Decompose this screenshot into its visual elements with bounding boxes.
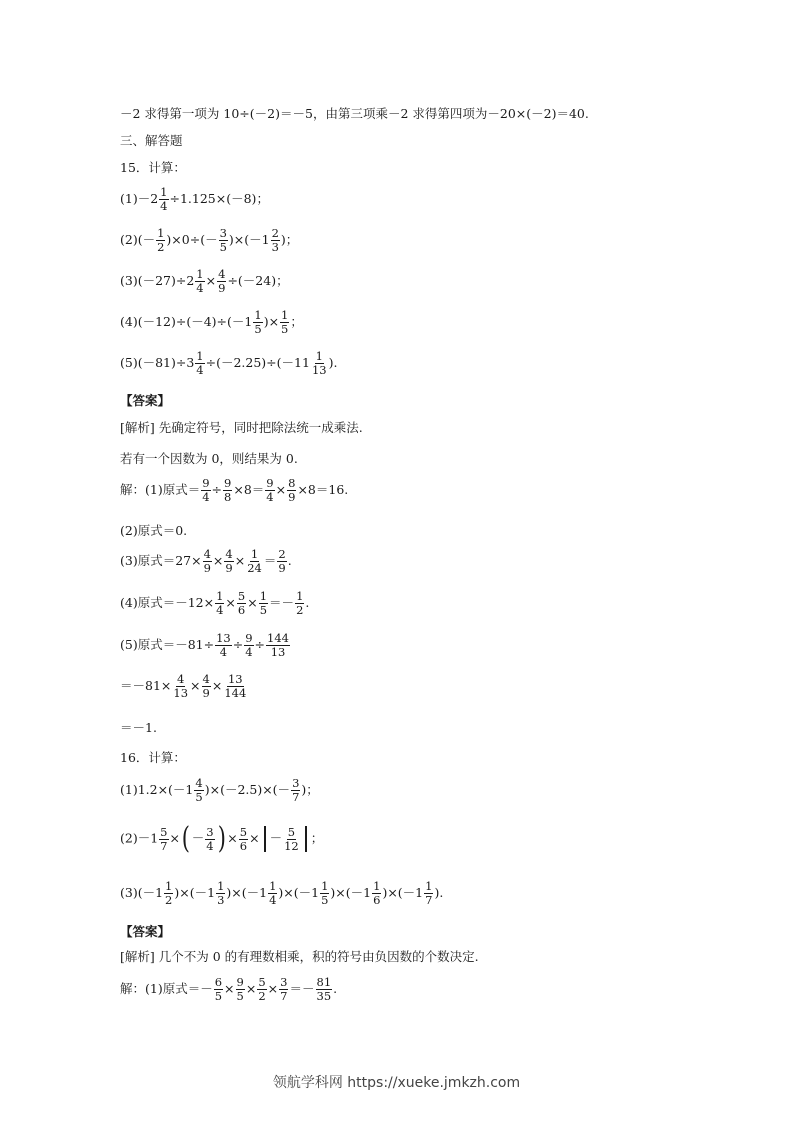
question-16: 16．计算： bbox=[120, 750, 186, 765]
a15-5: (5)原式＝－81÷ $\frac{13}{4}$ ÷ $\frac{9}{4}$ ÷ $\frac{144}{13}$ bbox=[120, 631, 289, 659]
a15-3: (3)原式＝27× $\frac{4}{9}$ × $\frac{4}{9}$ × $\frac{1}{24}$ ＝ $\frac{2}{9}$ . bbox=[120, 547, 292, 575]
a15-1: 解：(1)原式＝ $\frac{9}{4}$ ÷ $\frac{9}{8}$ ×8＝ $\frac{9}{4}$ × $\frac{8}{9}$ ×8＝16. bbox=[120, 476, 349, 504]
q15-4: (4)(－12)÷(－4)÷(－1 $\frac{1}{5}$ )× $\frac{1}{5}$ ； bbox=[120, 308, 303, 336]
a16-1: 解：(1)原式＝－ $\frac{6}{5}$ × $\frac{9}{5}$ × $\frac{5}{2}$ × $\frac{3}{7}$ ＝－ $\frac{81}{35}$ . bbox=[120, 975, 338, 1003]
a15-5c: ＝－1. bbox=[120, 720, 157, 735]
q15-3: (3)(－27)÷2 $\frac{1}{4}$ × $\frac{4}{9}$ ÷(－24)； bbox=[120, 267, 289, 295]
q15-5: (5)(－81)÷3 $\frac{1}{4}$ ÷(－2.25)÷(－11 $\frac{1}{13}$ ). bbox=[120, 349, 338, 377]
analysis-line: 若有一个因数为 0，则结果为 0. bbox=[120, 451, 298, 466]
q16-2: (2)－1 $\frac{5}{7}$ ×( － $\frac{3}{4}$ ) × $\frac{5}{6}$ × － $\frac{5}{12}$ ； bbox=[120, 821, 324, 856]
analysis-line: [解析] 几个不为 0 的有理数相乘，积的符号由负因数的个数决定. bbox=[120, 949, 479, 964]
footer-watermark: 领航学科网 https://xueke.jmkzh.com bbox=[272, 1075, 521, 1091]
q16-1: (1)1.2×(－1 $\frac{4}{5}$ )×(－2.5)×(－ $\frac{3}{7}$ )； bbox=[120, 776, 319, 804]
q15-1: (1)－2 $\frac{1}{4}$ ÷1.125×(－8)； bbox=[120, 185, 269, 213]
answer-heading: 【答案】 bbox=[120, 924, 171, 939]
text-line: －2 求得第一项为 10÷(－2)＝－5，由第三项乘－2 求得第四项为－20×(－2)＝40. bbox=[120, 106, 589, 121]
analysis-line: [解析] 先确定符号，同时把除法统一成乘法. bbox=[120, 420, 363, 435]
a15-5b: ＝－81× $\frac{4}{13}$ × $\frac{4}{9}$ × $\frac{13}{144}$ bbox=[120, 672, 247, 700]
answer-heading: 【答案】 bbox=[120, 393, 171, 408]
a15-2: (2)原式＝0. bbox=[120, 523, 188, 538]
q15-2: (2)(－ $\frac{1}{2}$ )×0÷(－ $\frac{3}{5}$ )×(－1 $\frac{2}{3}$ )； bbox=[120, 226, 299, 254]
a15-4: (4)原式＝－12× $\frac{1}{4}$ × $\frac{5}{6}$ × $\frac{1}{5}$ ＝－ $\frac{1}{2}$ . bbox=[120, 589, 310, 617]
section-heading: 三、解答题 bbox=[120, 133, 183, 148]
q16-3: (3)(－1 $\frac{1}{2}$ )×(－1 $\frac{1}{3}$ )×(－1 $\frac{1}{4}$ )×(－1 $\frac{1}{5}$ )×(－1 $\frac{1}{6}$ )×(－1 $\frac{1}{7}$ ). bbox=[120, 879, 444, 907]
question-15: 15．计算： bbox=[120, 160, 186, 175]
